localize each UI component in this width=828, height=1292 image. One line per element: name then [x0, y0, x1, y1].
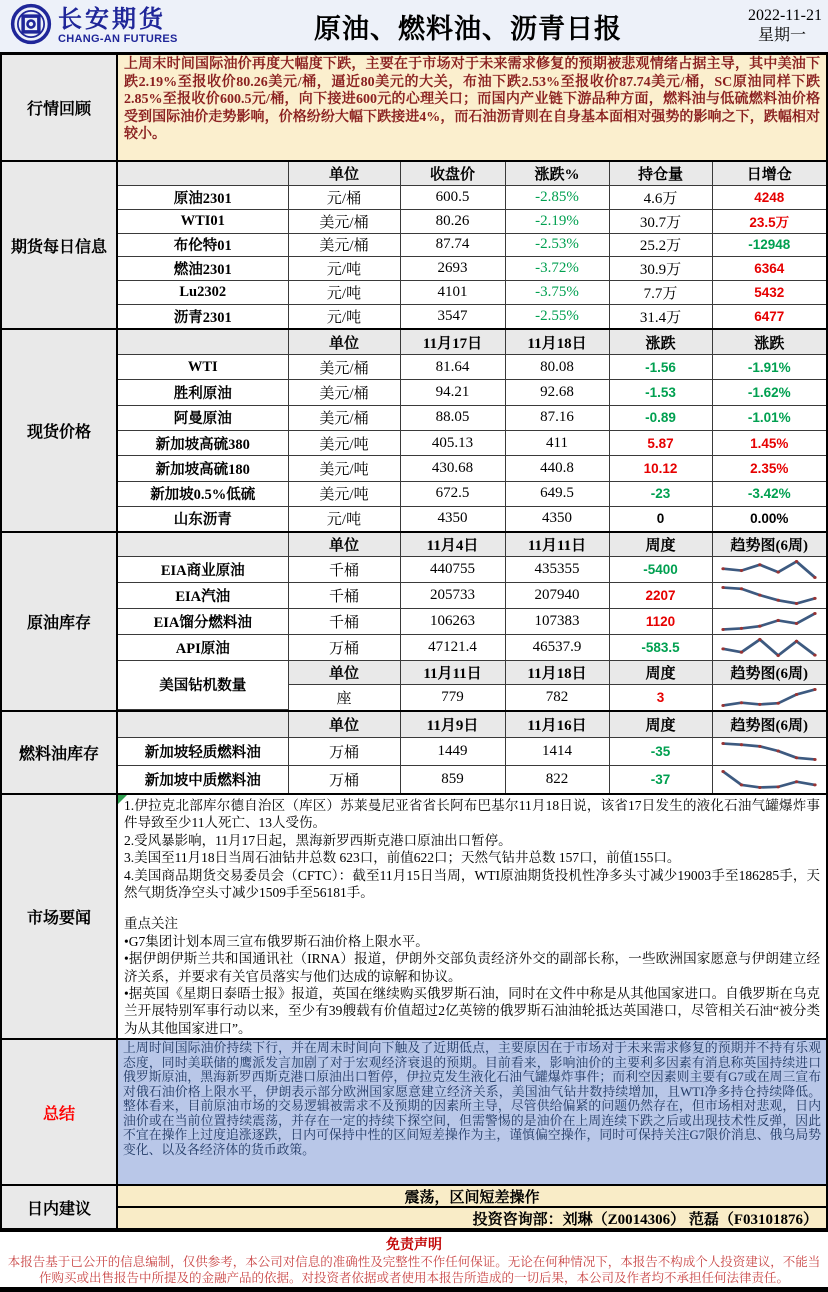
rig-count-name: 美国钻机数量: [118, 660, 288, 709]
futures-table: [118, 162, 826, 328]
futures-header-row: [118, 162, 826, 185]
company-name-en: CHANG-AN FUTURES: [58, 32, 178, 45]
price-date1: 405.13: [400, 430, 505, 455]
close-price: 600.5: [400, 185, 505, 209]
open-interest: 4.6万: [609, 185, 712, 209]
focus-title: 重点关注: [124, 916, 178, 932]
weekly-change: -5400: [609, 556, 712, 582]
change-pct: -2.19%: [505, 209, 609, 233]
change-pct: -3.42%: [712, 481, 826, 506]
col-header-open-interest: 持仓量: [609, 162, 712, 185]
change-pct: -2.85%: [505, 185, 609, 209]
advice-strategy: 震荡，区间短差操作: [118, 1186, 826, 1208]
value-date1: 440755: [400, 556, 505, 582]
trend-sparkline: [712, 608, 826, 634]
price-date2: 440.8: [505, 456, 609, 481]
section-futures-info: [2, 162, 826, 330]
table-row: [118, 281, 826, 305]
table-row: [118, 233, 826, 257]
section-label-news: 市场要闻: [2, 795, 118, 1038]
table-row: [118, 582, 826, 608]
col-header-date2: 11月18日: [505, 330, 609, 355]
close-price: 4101: [400, 281, 505, 305]
inventory-name: API原油: [118, 634, 288, 660]
contract-name: 燃油2301: [118, 257, 288, 281]
fuel-header-row: [118, 712, 826, 737]
contract-name: WTI01: [118, 209, 288, 233]
open-interest: 30.9万: [609, 257, 712, 281]
open-interest: 7.7万: [609, 281, 712, 305]
change-value: -1.56: [609, 355, 712, 380]
change-value: -23: [609, 481, 712, 506]
fuel-inventory-table: [118, 712, 826, 793]
unit: 美元/桶: [288, 380, 400, 405]
product-name: 新加坡0.5%低硫: [118, 481, 288, 506]
unit: 美元/吨: [288, 430, 400, 455]
crude-inventory-table: [118, 533, 826, 710]
col-header-date2: 11月11日: [505, 533, 609, 556]
coin-logo-icon: [10, 3, 52, 50]
col-header-date1: 11月17日: [400, 330, 505, 355]
unit: 美元/桶: [288, 233, 400, 257]
table-row: [118, 608, 826, 634]
company-name-cn: 长安期货: [58, 6, 166, 34]
disclaimer-title: 免责声明: [386, 1238, 442, 1253]
col-header-date1: 11月9日: [400, 712, 505, 737]
section-label-crude-inventory: 原油库存: [2, 533, 118, 710]
unit: 千桶: [288, 556, 400, 582]
trend-sparkline: [712, 556, 826, 582]
col-header-unit: 单位: [288, 162, 400, 185]
change-pct: -1.01%: [712, 405, 826, 430]
weekly-change: -37: [609, 765, 712, 793]
oi-daily-change: 4248: [712, 185, 826, 209]
change-pct: -2.55%: [505, 305, 609, 328]
close-price: 2693: [400, 257, 505, 281]
report-title: 原油、燃料油、沥青日报: [314, 13, 622, 44]
col-header-weekly: 周度: [609, 533, 712, 556]
unit: 元/吨: [288, 257, 400, 281]
section-label-futures: 期货每日信息: [2, 162, 118, 328]
contract-name: 布伦特01: [118, 233, 288, 257]
price-date2: 92.68: [505, 380, 609, 405]
price-date2: 649.5: [505, 481, 609, 506]
inventory-name: EIA商业原油: [118, 556, 288, 582]
unit: 美元/吨: [288, 481, 400, 506]
price-date1: 88.05: [400, 405, 505, 430]
news-item: 2.受风暴影响，11月17日起，黑海新罗西斯克港口原油出口暂停。: [124, 832, 512, 848]
focus-item: •据英国《星期日泰晤士报》报道，英国在继续购买俄罗斯石油，同时在文件中称是从其他国家进口。自俄罗斯在乌克兰开展特别军事行动以来，至少有39艘载有价值超过2亿英镑的俄罗斯石油油轮抵达英国港口，尽管相关石油“被分类为从其他国家进口”。: [124, 986, 820, 1036]
value-date1: 106263: [400, 608, 505, 634]
report-date: 2022-11-21: [747, 7, 822, 24]
unit: 千桶: [288, 582, 400, 608]
table-row: [118, 481, 826, 506]
weekly-change: -583.5: [609, 634, 712, 660]
col-header-trend: 趋势图(6周): [712, 533, 826, 556]
spot-header-row: [118, 330, 826, 355]
col-header-date2: 11月18日: [505, 660, 609, 684]
inventory-header-row: [118, 533, 826, 556]
weekly-change: 2207: [609, 582, 712, 608]
col-header-unit: 单位: [288, 330, 400, 355]
table-row: [118, 765, 826, 793]
price-date1: 672.5: [400, 481, 505, 506]
weekly-change: 3: [609, 684, 712, 709]
col-header-date2: 11月16日: [505, 712, 609, 737]
trend-sparkline: [712, 634, 826, 660]
price-date2: 87.16: [505, 405, 609, 430]
table-row: [118, 305, 826, 328]
section-market-news: [2, 795, 826, 1040]
value-date2: 1414: [505, 737, 609, 765]
company-name-block: [58, 7, 178, 44]
report-header: [0, 0, 828, 55]
value-date1: 1449: [400, 737, 505, 765]
col-header-trend: 趋势图(6周): [712, 660, 826, 684]
header-blank: [118, 330, 288, 355]
unit: 千桶: [288, 608, 400, 634]
change-pct: -1.62%: [712, 380, 826, 405]
change-pct: -2.53%: [505, 233, 609, 257]
section-label-review: 行情回顾: [2, 55, 118, 160]
trend-sparkline: [712, 765, 826, 793]
weekly-change: -35: [609, 737, 712, 765]
inventory-name: 新加坡中质燃料油: [118, 765, 288, 793]
col-header-weekly: 周度: [609, 712, 712, 737]
contract-name: 沥青2301: [118, 305, 288, 328]
table-row: [118, 209, 826, 233]
change-value: 5.87: [609, 430, 712, 455]
section-market-review: [2, 55, 826, 162]
price-date1: 430.68: [400, 456, 505, 481]
section-label-advice: 日内建议: [2, 1186, 118, 1228]
company-logo: [0, 3, 268, 50]
close-price: 87.74: [400, 233, 505, 257]
col-header-weekly: 周度: [609, 660, 712, 684]
value-date1: 205733: [400, 582, 505, 608]
weekly-change: 1120: [609, 608, 712, 634]
unit: 元/吨: [288, 281, 400, 305]
value-date1: 47121.4: [400, 634, 505, 660]
report-body: [0, 55, 828, 1232]
summary-text: 上周时间国际油价持续下行，并在周末时间向下触及了近期低点，主要原因在于市场对于未来需求修复的预期并不持有乐观态度，同时美联储的鹰派发言加剧了对于宏观经济衰退的预期。目前看来，影响油价的主要利多因素有消息称英国持续进口俄罗斯原油，黑海新罗西斯克港口原油出口暂停，伊拉克发生液化石油气罐爆炸事件；而利空因素则主要有G7或在周三宣布对俄石油价格上限水平，伊朗表示部分欧洲国家愿意建立经济关系，美国油气钻井数持续增加，且WTI净多持仓持续降低。整体看来，目前原油市场的交易逻辑被需求不及预期的因素所主导，尽管供给偏紧的问题仍然存在，但市场相对悲观，日内油价或在当前位置持续震荡，并存在一定的持续下探空间，但需警惕的是油价在上周连续下跌之后或出现技术性反弹，因此不宜在操作上过度追涨逐跌，日内可保持中性的区间短差操作为主，谨慎偏空操作，同时可保持关注G7限价消息、俄乌局势变化、以及各经济体的货币政策。: [118, 1040, 826, 1184]
focus-item: •据伊朗伊斯兰共和国通讯社（IRNA）报道，伊朗外交部负责经济外交的副部长称，一些欧洲国家愿意与伊朗建立经济关系，并要求有关官员落实与他们达成的谅解和协议。: [124, 951, 820, 984]
news-content: [118, 795, 826, 1038]
contract-name: Lu2302: [118, 281, 288, 305]
product-name: 阿曼原油: [118, 405, 288, 430]
price-date1: 81.64: [400, 355, 505, 380]
col-header-oi-change: 日增仓: [712, 162, 826, 185]
unit: 美元/桶: [288, 209, 400, 233]
spot-table: [118, 330, 826, 531]
col-header-trend: 趋势图(6周): [712, 712, 826, 737]
open-interest: 31.4万: [609, 305, 712, 328]
section-summary: [2, 1040, 826, 1186]
trend-sparkline: [712, 737, 826, 765]
header-blank: [118, 162, 288, 185]
contract-name: 原油2301: [118, 185, 288, 209]
focus-item: •G7集团计划本周三宣布俄罗斯石油价格上限水平。: [124, 933, 429, 949]
table-row: [118, 355, 826, 380]
table-row: [118, 506, 826, 531]
value-date1: 779: [400, 684, 505, 709]
oi-daily-change: 6364: [712, 257, 826, 281]
col-header-unit: 单位: [288, 660, 400, 684]
value-date2: 107383: [505, 608, 609, 634]
inventory-name: EIA汽油: [118, 582, 288, 608]
unit: 美元/桶: [288, 405, 400, 430]
change-pct: -3.72%: [505, 257, 609, 281]
table-row: [118, 634, 826, 660]
unit: 美元/桶: [288, 355, 400, 380]
disclaimer: [0, 1232, 828, 1292]
col-header-change: 涨跌: [609, 330, 712, 355]
review-text: 上周末时间国际油价再度大幅度下跌，主要在于市场对于未来需求修复的预期被悲观情绪占据主导，其中美油下跌2.19%至报收价80.26美元/桶，逼近80美元的大关，布油下跌2.53%至报收价87.74美元/桶，SC原油同样下跌2.85%至报收价600.5元/桶，向下接进600元的心理关口；而国内产业链下游品种方面，燃料油与低硫燃料油价格受到国际油价走势影响，价格纷纷大幅下跌接进4%，而石油沥青则在自身基本面相对强势的影响之下，跌幅相对较小。: [118, 55, 826, 160]
unit: 座: [288, 684, 400, 709]
open-interest: 30.7万: [609, 209, 712, 233]
price-date2: 4350: [505, 506, 609, 531]
change-pct: 1.45%: [712, 430, 826, 455]
change-value: 10.12: [609, 456, 712, 481]
col-header-change-pct: 涨跌: [712, 330, 826, 355]
section-label-summary: 总结: [2, 1040, 118, 1184]
unit: 元/桶: [288, 185, 400, 209]
news-item: 3.美国至11月18日当周石油钻井总数 623口，前值622口；天然气钻井总数 157口，前值155口。: [124, 850, 681, 866]
section-fuel-inventory: [2, 712, 826, 795]
change-pct: -1.91%: [712, 355, 826, 380]
value-date1: 859: [400, 765, 505, 793]
change-pct: 2.35%: [712, 456, 826, 481]
table-row: [118, 430, 826, 455]
col-header-unit: 单位: [288, 712, 400, 737]
advice-consultants: 投资咨询部：刘琳（Z0014306） 范磊（F03101876）: [118, 1208, 826, 1228]
news-item: 1.伊拉克北部库尔德自治区（库区）苏莱曼尼亚省省长阿布巴基尔11月18日说，该省17日发生的液化石油气罐爆炸事件导致至少11人死亡、13人受伤。: [124, 798, 820, 831]
value-date2: 435355: [505, 556, 609, 582]
change-pct: 0.00%: [712, 506, 826, 531]
product-name: 新加坡高硫180: [118, 456, 288, 481]
open-interest: 25.2万: [609, 233, 712, 257]
price-date2: 80.08: [505, 355, 609, 380]
trend-sparkline: [712, 684, 826, 709]
product-name: 胜利原油: [118, 380, 288, 405]
section-crude-inventory: [2, 533, 826, 712]
section-intraday-advice: [2, 1186, 826, 1232]
cell-corner-marker: [118, 795, 127, 804]
change-value: 0: [609, 506, 712, 531]
section-label-spot: 现货价格: [2, 330, 118, 531]
product-name: WTI: [118, 355, 288, 380]
table-row: [118, 380, 826, 405]
report-date-block: [668, 6, 828, 46]
change-value: -0.89: [609, 405, 712, 430]
col-header-close: 收盘价: [400, 162, 505, 185]
oi-daily-change: 23.5万: [712, 209, 826, 233]
inventory-name: 新加坡轻质燃料油: [118, 737, 288, 765]
product-name: 新加坡高硫380: [118, 430, 288, 455]
oi-daily-change: 6477: [712, 305, 826, 328]
value-date2: 822: [505, 765, 609, 793]
trend-sparkline: [712, 582, 826, 608]
col-header-change-pct: 涨跌%: [505, 162, 609, 185]
table-row: [118, 257, 826, 281]
col-header-date1: 11月4日: [400, 533, 505, 556]
close-price: 80.26: [400, 209, 505, 233]
unit: 元/吨: [288, 305, 400, 328]
unit: 万桶: [288, 737, 400, 765]
col-header-date1: 11月11日: [400, 660, 505, 684]
table-row: [118, 737, 826, 765]
col-header-unit: 单位: [288, 533, 400, 556]
value-date2: 207940: [505, 582, 609, 608]
value-date2: 782: [505, 684, 609, 709]
price-date1: 4350: [400, 506, 505, 531]
header-blank: [118, 533, 288, 556]
price-date2: 411: [505, 430, 609, 455]
section-spot-price: [2, 330, 826, 533]
report-weekday: 星期一: [757, 27, 806, 44]
unit: 万桶: [288, 634, 400, 660]
table-row: [118, 185, 826, 209]
header-blank: [118, 712, 288, 737]
change-pct: -3.75%: [505, 281, 609, 305]
table-row: [118, 556, 826, 582]
unit: 万桶: [288, 765, 400, 793]
change-value: -1.53: [609, 380, 712, 405]
oi-daily-change: 5432: [712, 281, 826, 305]
news-item: 4.美国商品期货交易委员会（CFTC）：截至11月15日当周，WTI原油期货投机性净多头寸减少19003手至186285手，天然气期货净空头寸减少1509手至56181手。: [124, 867, 820, 901]
disclaimer-text: 本报告基于已公开的信息编制，仅供参考，本公司对信息的准确性及完整性不作任何保证。无论在何种情况下，本报告不构成个人投资建议，不能当作购买或出售报告中所提及的金融产品的依据。对投资者依据或者使用本报告所造成的一切后果，本公司及作者均不承担任何法律责任。: [7, 1255, 821, 1285]
price-date1: 94.21: [400, 380, 505, 405]
oi-daily-change: -12948: [712, 233, 826, 257]
inventory-name: EIA馏分燃料油: [118, 608, 288, 634]
close-price: 3547: [400, 305, 505, 328]
unit: 美元/吨: [288, 456, 400, 481]
table-row: [118, 405, 826, 430]
rig-header-row: [118, 660, 826, 684]
value-date2: 46537.9: [505, 634, 609, 660]
section-label-fuel-inventory: 燃料油库存: [2, 712, 118, 793]
table-row: [118, 456, 826, 481]
unit: 元/吨: [288, 506, 400, 531]
product-name: 山东沥青: [118, 506, 288, 531]
